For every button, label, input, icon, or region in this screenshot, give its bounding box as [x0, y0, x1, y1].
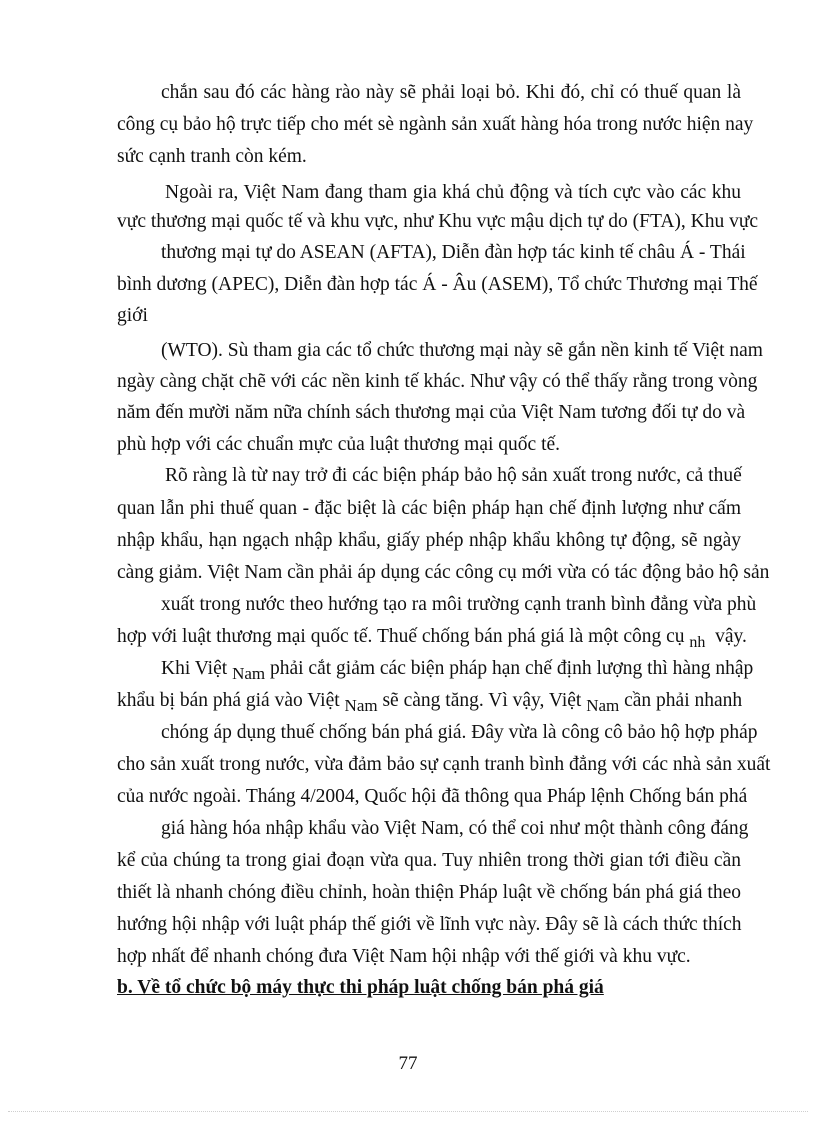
- text-line: hợp nhất để nhanh chóng đưa Việt Nam hội nhập với thế giới và khu vực.: [117, 946, 691, 967]
- text-run: khẩu bị bán phá giá vào Việt: [117, 690, 340, 711]
- text-line: của nước ngoài. Tháng 4/2004, Quốc hội đã thông qua Pháp lệnh Chống bán phá: [117, 786, 748, 807]
- text-line: năm đến mười năm nữa chính sách thương mại của Việt Nam tương đối tự do và: [117, 402, 746, 423]
- page-bottom-divider: [8, 1111, 808, 1112]
- text-line: công cụ bảo hộ trực tiếp cho mét sè ngành sản xuất hàng hóa trong nước hiện nay: [117, 114, 754, 135]
- text-line: kể của chúng ta trong giai đoạn vừa qua. Tuy nhiên trong thời gian tới điều cần: [117, 850, 741, 871]
- text-line: ngày càng chặt chẽ với các nền kinh tế khác. Như vậy có thể thấy rằng trong vòng: [117, 371, 758, 392]
- text-line: vực thương mại quốc tế và khu vực, như Khu vực mậu dịch tự do (FTA), Khu vực: [117, 211, 759, 232]
- text-line: thiết là nhanh chóng điều chỉnh, hoàn thiện Pháp luật về chống bán phá giá theo: [117, 882, 741, 903]
- text-run: sẽ càng tăng. Vì vậy, Việt: [382, 690, 582, 711]
- text-line: [117, 624, 747, 651]
- text-line: quan lẫn phi thuế quan - đặc biệt là các biện pháp hạn chế định lượng như cấm: [117, 498, 741, 519]
- text-line: Ngoài ra, Việt Nam đang tham gia khá chủ động và tích cực vào các khu: [165, 182, 741, 203]
- text-line: (WTO). Sù tham gia các tổ chức thương mại này sẽ gắn nền kinh tế Việt nam: [161, 340, 763, 361]
- text-run: Khi Việt: [161, 658, 228, 679]
- text-line: bình dương (APEC), Diễn đàn hợp tác Á - Âu (ASEM), Tổ chức Thương mại Thế: [117, 274, 758, 295]
- text-line: sức cạnh tranh còn kém.: [117, 146, 307, 167]
- text-line: [117, 688, 741, 714]
- text-line: cho sản xuất trong nước, vừa đảm bảo sự cạnh tranh bình đẳng với các nhà sản xuất: [117, 754, 771, 775]
- text-line: Rõ ràng là từ nay trở đi các biện pháp bảo hộ sản xuất trong nước, cả thuế: [165, 465, 742, 486]
- text-line: chắn sau đó các hàng rào này sẽ phải loại bỏ. Khi đó, chỉ có thuế quan là: [161, 82, 741, 103]
- text-run: Nam: [232, 664, 266, 683]
- text-line: thương mại tự do ASEAN (AFTA), Diễn đàn hợp tác kinh tế châu Á - Thái: [161, 242, 746, 263]
- text-run: cần phải nhanh: [624, 690, 743, 711]
- text-run: Nam: [586, 696, 620, 715]
- page-number: 77: [398, 1053, 418, 1074]
- text-line: hướng hội nhập với luật pháp thế giới về lĩnh vực này. Đây sẽ là cách thức thích: [117, 914, 742, 935]
- text-run: phải cắt giảm các biện pháp hạn chế định lượng thì hàng nhập: [269, 658, 754, 679]
- section-heading: b. Về tổ chức bộ máy thực thi pháp luật chống bán phá giá: [117, 977, 604, 998]
- text-line: xuất trong nước theo hướng tạo ra môi trường cạnh tranh bình đẳng vừa phù: [161, 594, 757, 615]
- text-run: hợp với luật thương mại quốc tế. Thuế chống bán phá giá là một công cụ: [117, 626, 685, 647]
- text-line: giá hàng hóa nhập khẩu vào Việt Nam, có thể coi như một thành công đáng: [161, 818, 749, 839]
- text-line: nhập khẩu, hạn ngạch nhập khẩu, giấy phép nhập khẩu không tự động, sẽ ngày: [117, 530, 741, 551]
- text-line: [161, 656, 754, 683]
- text-run: vậy.: [715, 626, 747, 647]
- text-line: giới: [117, 305, 148, 326]
- text-run: nh: [689, 634, 706, 651]
- text-line: phù hợp với các chuẩn mực của luật thương mại quốc tế.: [117, 434, 561, 455]
- text-line: càng giảm. Việt Nam cần phải áp dụng các công cụ mới vừa có tác động bảo hộ sản: [117, 562, 770, 583]
- text-line: chóng áp dụng thuế chống bán phá giá. Đây vừa là công cô bảo hộ hợp pháp: [161, 722, 758, 743]
- text-run: Nam: [344, 696, 378, 715]
